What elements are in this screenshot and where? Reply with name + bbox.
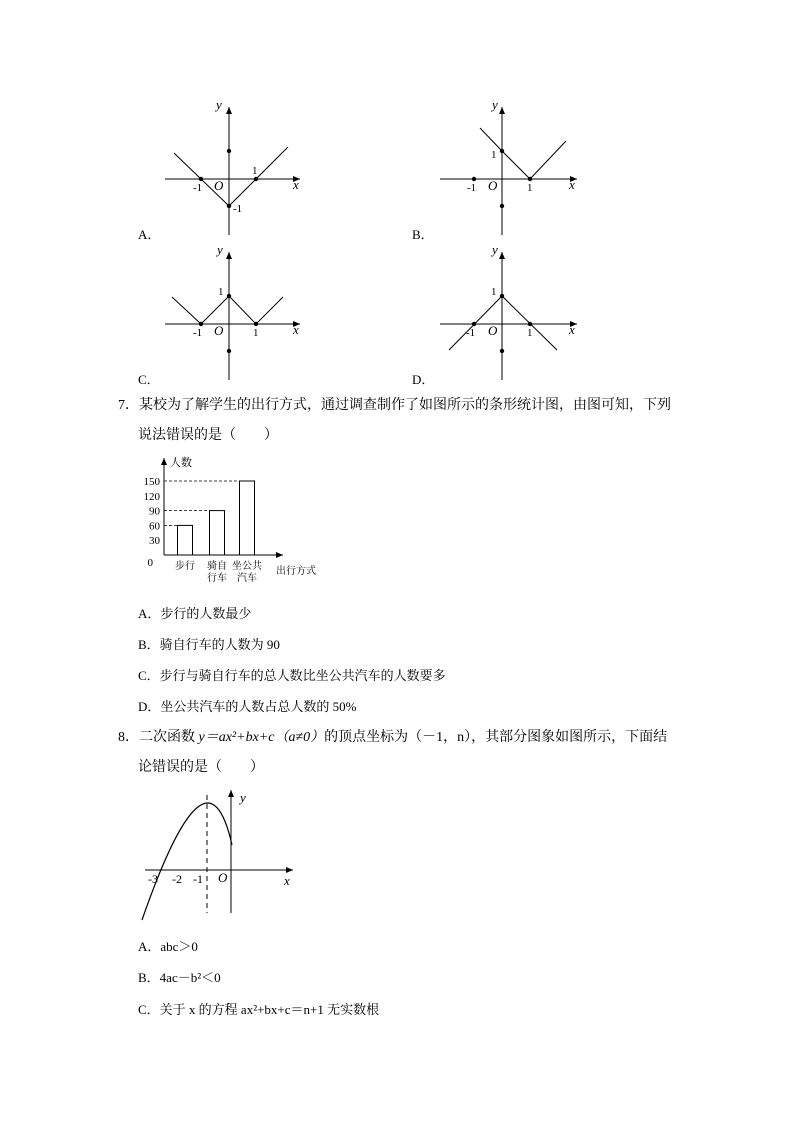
x-axis-label: x: [569, 177, 575, 192]
q8-option-c: C．关于 x 的方程 ax²+bx+c＝n+1 无实数根: [138, 1002, 380, 1017]
origin-label: O: [214, 323, 224, 338]
category-label: 坐公共: [232, 561, 262, 572]
bar-chart: [140, 452, 340, 587]
y-tick-label: 60: [149, 520, 160, 533]
q7-option-c: C．步行与骑自行车的总人数比坐公共汽车的人数要多: [138, 668, 446, 683]
q7-option-d: D．坐公共汽车的人数占总人数的 50%: [138, 699, 357, 714]
tick-label: -1: [466, 327, 476, 339]
question-8-line-2: 论错误的是（ ）: [138, 760, 264, 775]
origin-label: O: [488, 323, 498, 338]
tick-label: -3: [148, 872, 158, 886]
tick-label: 1: [527, 327, 533, 339]
x-axis-label: x: [293, 177, 299, 192]
parabola-graph: [135, 785, 300, 925]
category-label: 骑自: [207, 561, 227, 572]
question-7-line-1: 7．某校为了解学生的出行方式，通过调查制作了如图所示的条形统计图，由图可知，下列: [118, 398, 671, 413]
tick-label: 1: [491, 286, 497, 298]
tick-label: -1: [467, 182, 477, 194]
y-axis-label: y: [240, 790, 246, 805]
tick-label: 1: [218, 286, 224, 298]
x-axis-arrow: [276, 552, 283, 558]
q8-suffix: 的顶点坐标为（－1，n），其部分图象如图所示，下面结: [324, 730, 668, 745]
x-axis-label: x: [569, 322, 575, 337]
graph-b: [435, 95, 585, 240]
question-8-line-1: [118, 728, 667, 748]
y-tick-label: 150: [143, 476, 160, 488]
q8-formula: y＝ax²+bx+c（a≠0）: [198, 730, 325, 745]
origin-label: O: [488, 178, 498, 193]
y-tick-label: 90: [149, 505, 160, 518]
q8-option-b: B．4ac－b²＜0: [138, 970, 221, 985]
q8-prefix: 8．二次函数: [118, 730, 199, 745]
bar: [178, 525, 193, 555]
y-axis-label: y: [492, 97, 498, 112]
bar: [240, 481, 255, 555]
y-axis-label: y: [492, 242, 498, 257]
q7-option-b: B．骑自行车的人数为 90: [138, 637, 280, 652]
q7-option-a: A．步行的人数最少: [138, 606, 252, 621]
y-axis-label: y: [216, 97, 222, 112]
graph-c: [160, 240, 310, 385]
option-b-letter: B．: [412, 227, 434, 242]
y-tick-label: 30: [149, 535, 160, 548]
question-7-line-2: 说法错误的是（ ）: [138, 428, 278, 443]
graph-a: [160, 95, 310, 240]
origin-label: O: [218, 870, 228, 885]
tick-label: 1: [491, 149, 497, 161]
tick-label: 1: [252, 165, 258, 177]
category-label: 步行: [175, 561, 195, 572]
y-axis-title: 人数: [170, 457, 192, 469]
origin-label: O: [214, 178, 224, 193]
tick-label: -1: [193, 872, 203, 886]
option-a-letter: A．: [138, 227, 161, 242]
tick-label: -1: [233, 203, 243, 215]
option-d-letter: D．: [412, 372, 435, 387]
y-axis-label: y: [217, 242, 223, 257]
option-c-letter: C．: [138, 372, 160, 387]
y-tick-label: 0: [147, 557, 153, 569]
x-axis-title: 出行方式: [276, 566, 316, 577]
tick-label: 1: [527, 182, 533, 194]
category-label: 行车: [207, 573, 227, 584]
graph-d: [435, 240, 585, 385]
x-axis-label: x: [293, 322, 299, 337]
tick-label: 1: [253, 327, 259, 339]
tick-label: -2: [172, 872, 182, 886]
q8-option-a: A．abc＞0: [138, 939, 198, 954]
bar: [210, 511, 225, 555]
y-axis-arrow: [161, 458, 167, 465]
tick-label: -1: [193, 182, 203, 194]
y-tick-label: 120: [143, 490, 160, 503]
tick-label: -1: [193, 327, 203, 339]
x-axis-label: x: [284, 873, 290, 888]
category-label: 汽车: [237, 573, 257, 584]
